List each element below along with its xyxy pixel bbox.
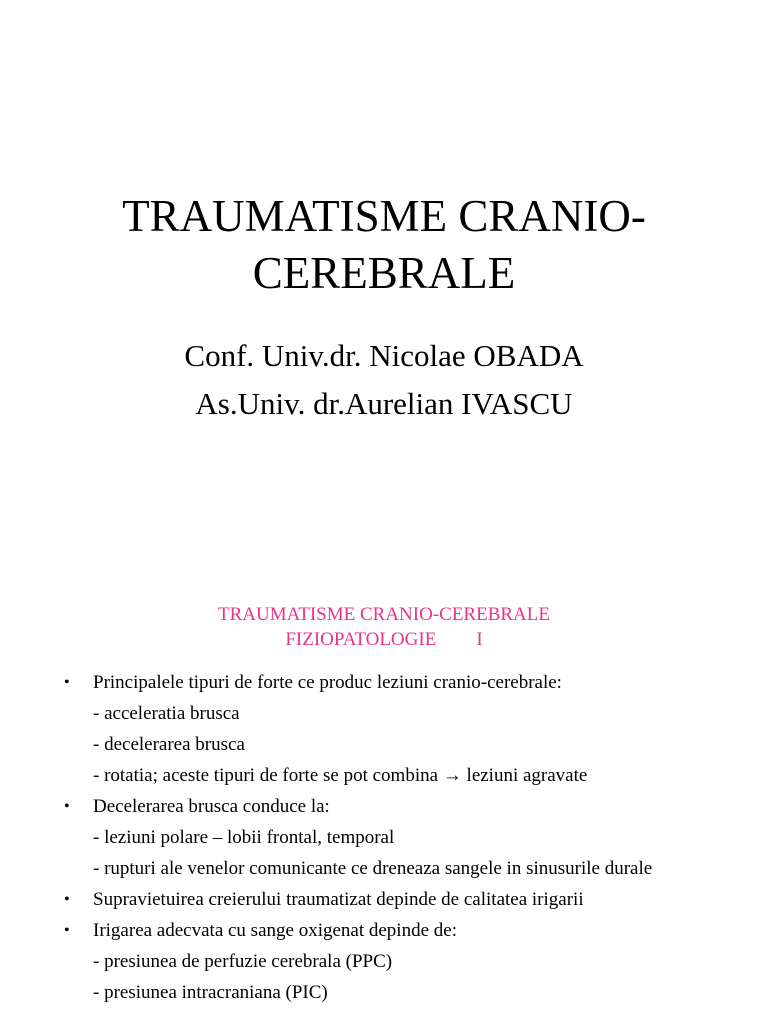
bullet-text: Decelerarea brusca conduce la: — [93, 796, 330, 817]
bullet-dot-icon: • — [64, 922, 70, 939]
sub-item: - rotatia; aceste tipuri de forte se pot combina → leziuni agravate — [93, 765, 588, 786]
section-heading-numeral: I — [476, 629, 483, 650]
section-heading — [0, 602, 768, 652]
slide-title — [0, 188, 768, 302]
authors — [0, 332, 768, 428]
bullet-dot-icon: • — [64, 674, 70, 691]
section-heading-line-1: TRAUMATISME CRANIO-CEREBRALE — [218, 604, 550, 625]
bullet-dot-icon: • — [64, 891, 70, 908]
sub-item: - leziuni polare – lobii frontal, temporal — [93, 827, 395, 848]
sub-item: - presiunea de perfuzie cerebrala (PPC) — [93, 951, 393, 972]
bullet-text: Supravietuirea creierului traumatizat depinde de calitatea irigarii — [93, 889, 584, 910]
bullet-item — [64, 671, 704, 787]
author-1: Conf. Univ.dr. Nicolae OBADA — [184, 338, 584, 373]
bullet-item — [64, 888, 704, 911]
bullet-text: Irigarea adecvata cu sange oxigenat depinde de: — [93, 920, 457, 941]
sub-item: - acceleratia brusca — [93, 703, 240, 724]
sub-item: - presiunea intracraniana (PIC) — [93, 982, 328, 1003]
bullet-text: Principalele tipuri de forte ce produc leziuni cranio-cerebrale: — [93, 672, 562, 693]
bullet-item — [64, 795, 704, 880]
title-line-1: TRAUMATISME CRANIO- — [122, 191, 646, 241]
bullet-item — [64, 919, 704, 1004]
sub-item: - decelerarea brusca — [93, 734, 245, 755]
bullet-list — [64, 671, 704, 1012]
sub-item: - rupturi ale venelor comunicante ce dreneaza sangele in sinusurile durale — [93, 858, 653, 879]
section-heading-subtitle: FIZIOPATOLOGIE — [285, 629, 437, 650]
title-line-2: CEREBRALE — [252, 248, 516, 298]
section-heading-line-2 — [0, 627, 768, 652]
bullet-dot-icon: • — [64, 798, 70, 815]
author-2: As.Univ. dr.Aurelian IVASCU — [195, 386, 573, 421]
